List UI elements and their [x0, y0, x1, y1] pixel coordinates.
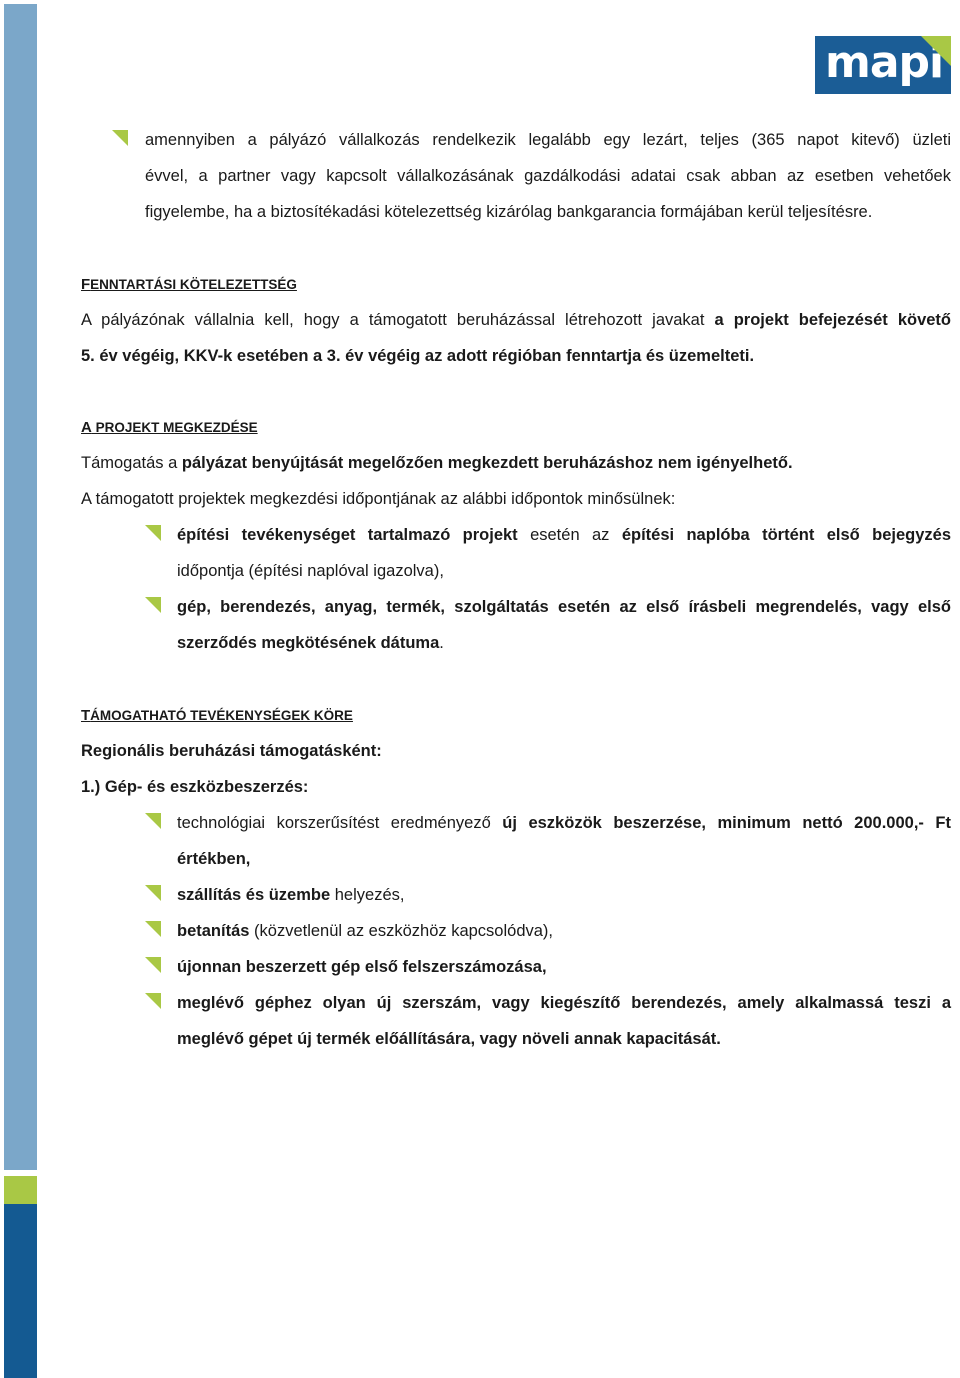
bullet-icon	[145, 813, 161, 829]
logo-triangle-icon	[921, 36, 951, 66]
bullet-icon	[145, 597, 161, 613]
activity-item-5-line-2: meglévő gépet új termék előállítására, vagy növeli annak kapacitását.	[177, 1030, 721, 1048]
start-line-1: Támogatás a pályázat benyújtását megelőzően megkezdett beruházáshoz nem igényelhető.	[81, 454, 793, 472]
bullet-icon	[145, 885, 161, 901]
intro-line-3: figyelembe, ha a biztosítékadási kötelezettség kizárólag bankgarancia formájában kerül teljesítésre.	[145, 203, 873, 221]
activity-item-2: szállítás és üzembe helyezés,	[177, 886, 405, 904]
start-bullet-1-line-2: időpontja (építési naplóval igazolva),	[177, 562, 444, 580]
maintenance-line-2: 5. év végéig, KKV-k esetében a 3. év végéig az adott régióban fenntartja és üzemelteti.	[81, 347, 755, 365]
intro-line-1: amennyiben a pályázó vállalkozás rendelkezik legalább egy lezárt, teljes (365 napot kitevő) üzleti	[145, 131, 951, 149]
maintenance-line-1: A pályázónak vállalnia kell, hogy a támogatott beruházással létrehozott javakat a projekt befejezését követő	[81, 311, 952, 329]
side-bar-light	[4, 4, 37, 1170]
activity-item-4: újonnan beszerzett gép első felszerszámozása,	[177, 958, 547, 976]
bullet-icon	[145, 993, 161, 1009]
logo-text: mapi	[825, 37, 944, 88]
start-bullet-2-line-1: gép, berendezés, anyag, termék, szolgáltatás esetén az első írásbeli megrendelés, vagy első	[177, 598, 951, 616]
start-bullet-1-line-1: építési tevékenységet tartalmazó projekt esetén az építési naplóba történt első bejegyzés	[177, 526, 952, 544]
bullet-icon	[145, 525, 161, 541]
bullet-icon	[112, 130, 128, 146]
activity-item-1-line-1: technológiai korszerűsítést eredményező új eszközök beszerzése, minimum nettó 200.000,- Ft	[177, 814, 951, 832]
mapi-logo	[815, 36, 951, 94]
activities-group-title: 1.) Gép- és eszközbeszerzés:	[81, 778, 309, 796]
side-bar-dark	[4, 1204, 37, 1378]
activities-subtitle: Regionális beruházási támogatásként:	[81, 742, 382, 760]
side-bar-accent	[4, 1176, 37, 1204]
intro-line-2: évvel, a partner vagy kapcsolt vállalkozásának gazdálkodási adatai csak abban az esetben vehetőek	[145, 167, 951, 185]
heading-maintenance: FENNTARTÁSI KÖTELEZETTSÉG	[81, 276, 297, 293]
start-line-2: A támogatott projektek megkezdési időpontjának az alábbi időpontok minősülnek:	[81, 490, 676, 508]
activity-item-5-line-1: meglévő géphez olyan új szerszám, vagy kiegészítő berendezés, amely alkalmassá teszi a	[177, 994, 951, 1012]
bullet-icon	[145, 957, 161, 973]
activity-item-3: betanítás (közvetlenül az eszközhöz kapcsolódva),	[177, 922, 554, 940]
bullet-icon	[145, 921, 161, 937]
heading-eligible-activities: TÁMOGATHATÓ TEVÉKENYSÉGEK KÖRE	[81, 707, 353, 724]
activity-item-1-line-2: értékben,	[177, 850, 251, 868]
heading-project-start: A PROJEKT MEGKEZDÉSE	[81, 419, 258, 436]
start-bullet-2-line-2: szerződés megkötésének dátuma.	[177, 634, 444, 652]
